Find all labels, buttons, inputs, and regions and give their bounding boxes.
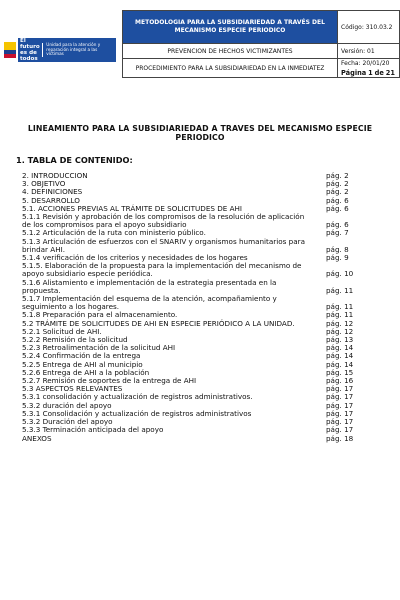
toc-entry-text: 5.2.4 Confirmación de la entrega: [22, 351, 141, 361]
toc-entry-text: 5.1.3 Articulación de esfuerzos con el SNARIV y organismos humanitarios para brindar AHI.: [22, 236, 305, 254]
toc-entry-page: pág. 2: [326, 171, 349, 180]
version-label: Versión:: [341, 47, 366, 55]
toc-entry-text: 5.2.6 Entrega de AHI a la población: [22, 367, 150, 377]
toc-entry-page: pág. 16: [326, 376, 354, 386]
logo-right-text: Unidad para la atención y reparación integral a las víctimas: [42, 43, 116, 57]
header-title: METODOLOGIA PARA LA SUBSIDIARIEDAD A TRAVÉS DEL MECANISMO ESPECIE PERIODICO: [123, 11, 338, 44]
toc-entry[interactable]: [22, 435, 392, 443]
header-table: [122, 10, 400, 78]
toc-entry-page: pág. 12: [326, 318, 354, 328]
toc-entry-page: pág. 11: [326, 302, 354, 312]
toc-entry[interactable]: [22, 295, 392, 311]
toc-entry-text: 5.2.2 Remisión de la solicitud: [22, 335, 128, 345]
toc-entry-page: pág. 14: [326, 343, 354, 353]
logo: [0, 10, 122, 78]
header-procedure: PROCEDIMIENTO PARA LA SUBSIDIARIEDAD EN LA INMEDIATEZ: [123, 59, 338, 78]
toc-entry-page: pág. 6: [326, 195, 349, 205]
toc-entry-page: pág. 17: [326, 425, 354, 435]
page-of: de: [374, 68, 384, 77]
toc-entry-text: 5.1.1 Revisión y aprobación de los compromisos de la resolución de aplicación de los compromisos para el apoyo subsidiario: [22, 212, 305, 230]
toc-entry[interactable]: [22, 262, 392, 278]
toc-entry-page: pág. 11: [326, 285, 354, 295]
toc-entry-page: pág. 13: [326, 335, 354, 345]
toc-entry-page: pág. 17: [326, 417, 354, 427]
toc-entry-page: pág. 8: [326, 244, 349, 254]
toc-entry-page: pág. 17: [326, 400, 354, 410]
toc-entry-text: 5.3.2 Duración del apoyo: [22, 417, 113, 427]
toc-entry-page: pág. 6: [326, 220, 349, 230]
page-label: Página: [341, 68, 367, 77]
date-label: Fecha:: [341, 60, 361, 67]
toc-entry-page: pág. 14: [326, 359, 354, 369]
toc-entry-page: pág. 17: [326, 408, 354, 418]
toc-entry-text: 5.2.3 Retroalimentación de la solicitud AHI: [22, 343, 176, 353]
page-cell: [338, 68, 400, 78]
toc-entry-text: 5.1.8 Preparación para el almacenamiento.: [22, 310, 178, 320]
toc-entry-text: 5.2.1 Solicitud de AHI.: [22, 326, 102, 336]
code-value: 310.03.2: [365, 23, 393, 31]
toc-entry-page: pág. 9: [326, 253, 349, 263]
toc-entry-text: 5.1.6 Alistamiento e implementación de la estrategia presentada en la propuesta.: [22, 277, 277, 295]
toc-entry-page: pág. 17: [326, 392, 354, 402]
toc-entry-text: ANEXOS: [22, 433, 52, 443]
toc-entry-page: pág. 6: [326, 203, 349, 213]
logo-left-text: El futuro es de todos: [20, 37, 40, 63]
code-cell: [338, 11, 400, 44]
toc-entry-page: pág. 10: [326, 269, 354, 279]
date-cell: [338, 59, 400, 69]
code-label: Código:: [341, 23, 364, 31]
toc-entry-text: 5.3 ASPECTOS RELEVANTES: [22, 384, 123, 394]
colombia-flag-icon: [4, 42, 16, 58]
toc-entry[interactable]: [22, 279, 392, 295]
toc-entry-page: pág. 11: [326, 310, 354, 320]
toc-heading: 1. TABLA DE CONTENIDO:: [16, 155, 133, 165]
toc-entry-text: 2. INTRODUCCION: [22, 171, 88, 180]
toc-entry[interactable]: [22, 213, 392, 229]
toc-entry-page: pág. 18: [326, 433, 354, 443]
toc-entry-page: pág. 12: [326, 326, 354, 336]
toc-entry-text: 5.1.4 verificación de los criterios y necesidades de los hogares: [22, 253, 248, 263]
page-total: 21: [385, 68, 395, 77]
toc-entry-page: pág. 2: [326, 187, 349, 197]
page-current: 1: [368, 68, 373, 77]
toc-entry-page: pág. 2: [326, 179, 349, 189]
toc-entry-text: 5.3.1 Consolidación y actualización de registros administrativos: [22, 408, 252, 418]
version-cell: [338, 44, 400, 59]
header-subtitle: PREVENCION DE HECHOS VICTIMIZANTES: [123, 44, 338, 59]
toc-entry-text: 3. OBJETIVO: [22, 179, 66, 189]
toc-entry-text: 5.1.5. Elaboración de la propuesta para la implementación del mecanismo de apoyo subsidiario especie periódica.: [22, 261, 302, 279]
toc-entry-text: 4. DEFINICIONES: [22, 187, 83, 197]
table-of-contents: [22, 172, 392, 443]
toc-entry-text: 5.1.2 Articulación de la ruta con ministerio público.: [22, 228, 206, 238]
document-title: LINEAMIENTO PARA LA SUBSIDIARIEDAD A TRAVES DEL MECANISMO ESPECIE PERIODICO: [27, 124, 373, 143]
toc-entry-page: pág. 14: [326, 351, 354, 361]
toc-entry-page: pág. 17: [326, 384, 354, 394]
toc-entry-text: 5.1. ACCIONES PREVIAS AL TRÁMITE DE SOLICITUDES DE AHI: [22, 203, 243, 213]
toc-entry-text: 5.3.2 duración del apoyo: [22, 400, 112, 410]
toc-entry-text: 5.3.3 Terminación anticipada del apoyo: [22, 425, 164, 435]
version-value: 01: [367, 47, 375, 55]
toc-entry-text: 5.2 TRÁMITE DE SOLICITUDES DE AHI EN ESPECIE PERIÓDICO A LA UNIDAD.: [22, 318, 295, 328]
document-header: [0, 10, 400, 78]
date-value: 20/01/20: [362, 60, 390, 67]
toc-entry-text: 5.3.1 consolidación y actualización de registros administrativos.: [22, 392, 253, 402]
toc-entry-page: pág. 15: [326, 367, 354, 377]
toc-entry-page: pág. 7: [326, 228, 349, 238]
toc-entry[interactable]: [22, 238, 392, 254]
toc-entry-text: 5.2.7 Remisión de soportes de la entrega de AHI: [22, 376, 197, 386]
unidad-victimas-logo: [18, 38, 116, 62]
toc-entry-text: 5. DESARROLLO: [22, 195, 80, 205]
toc-entry-text: 5.1.7 Implementación del esquema de la atención, acompañamiento y seguimiento a los hogares.: [22, 294, 277, 312]
toc-entry-text: 5.2.5 Entrega de AHI al municipio: [22, 359, 143, 369]
